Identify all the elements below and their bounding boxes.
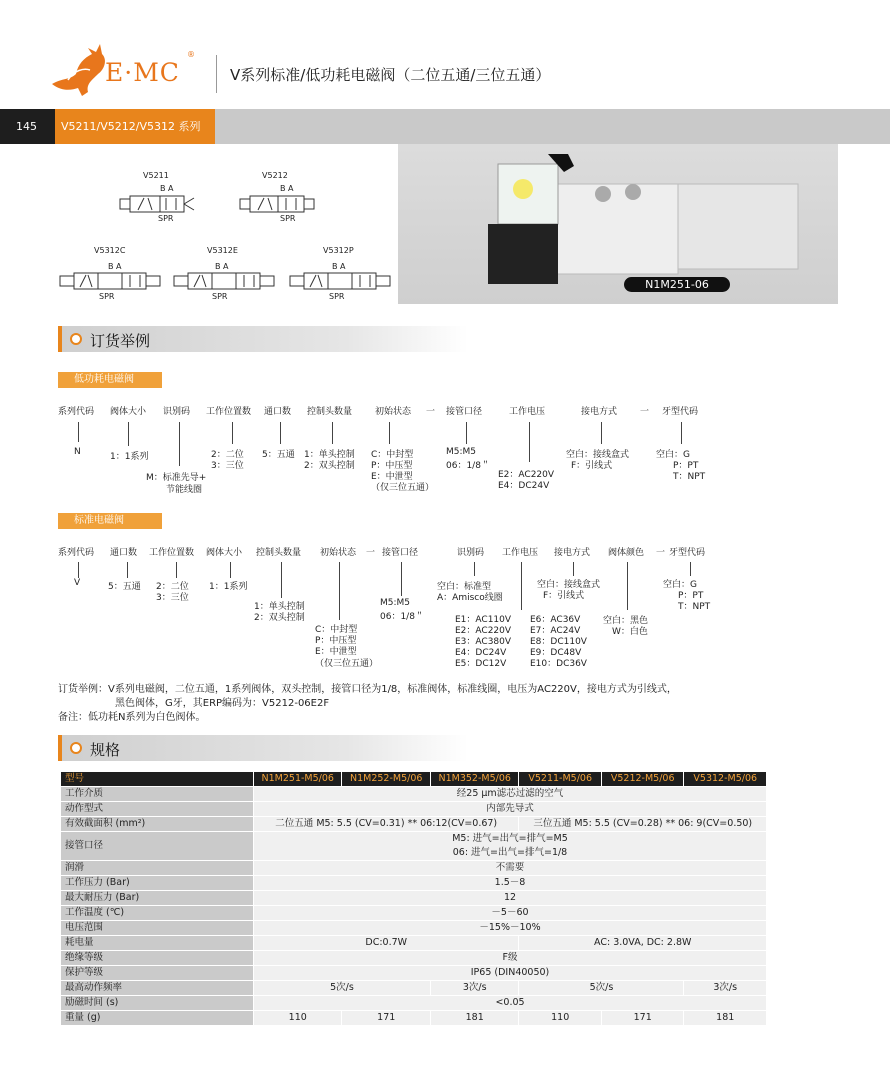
order-example-text: 黑色阀体，G牙，其ERP编码为：V5212-06E2F xyxy=(115,698,330,709)
row-label: 工作温度 (℃) xyxy=(61,906,254,921)
col-separator: 一 xyxy=(366,548,376,558)
row-value: 5次/s xyxy=(519,981,684,996)
col-header: 控制头数量 xyxy=(307,407,353,417)
leader-line xyxy=(127,562,128,578)
col-header: 识别码 xyxy=(457,548,485,558)
thread-option: T：NPT xyxy=(678,602,711,612)
row-value: 三位五通 M5: 5.5 (CV=0.28) ** 06: 9(CV=0.50) xyxy=(519,817,767,832)
conn-option: 空白：接线盒式 xyxy=(537,580,601,590)
volt-option: E9：DC48V xyxy=(530,648,582,658)
table-row xyxy=(61,906,767,921)
row-value: 5次/s xyxy=(254,981,431,996)
table-row xyxy=(61,817,767,832)
leader-line xyxy=(128,422,129,446)
row-label: 工作介质 xyxy=(61,787,254,802)
leader-line xyxy=(681,422,682,444)
row-value: 经25 μm滤芯过滤的空气 xyxy=(254,787,767,802)
valve-symbol-v5212-icon xyxy=(238,195,318,215)
pipe-line: 06: 进气=出气=排气=1/8 xyxy=(452,847,568,858)
leader-line xyxy=(230,562,231,578)
row-label: 重量 (g) xyxy=(61,1011,254,1026)
col-header: 工作位置数 xyxy=(206,407,252,417)
col-header: 初始状态 xyxy=(375,407,412,417)
col-header: 识别码 xyxy=(163,407,191,417)
page-number: 145 xyxy=(0,109,55,144)
col-header: 通口数 xyxy=(264,407,292,417)
thread-option: P：PT xyxy=(673,461,699,471)
col-header: 工作位置数 xyxy=(149,548,195,558)
leader-line xyxy=(690,562,691,576)
leader-line xyxy=(627,562,628,610)
init-option: （仅三位五通） xyxy=(315,659,379,669)
ports-option: 5：五通 xyxy=(262,450,295,460)
col-header: 接管口径 xyxy=(382,548,419,558)
pos-option: 2：二位 xyxy=(156,582,189,592)
row-value: AC: 3.0VA, DC: 2.8W xyxy=(519,936,767,951)
leader-line xyxy=(78,422,79,442)
table-header-cell: V5312-M5/06 xyxy=(684,772,767,787)
thread-option: 空白：G xyxy=(656,450,690,460)
pipe-option: 06：1/8＂ xyxy=(380,612,424,622)
pos-option: 2：二位 xyxy=(211,450,244,460)
volt-option: E5：DC12V xyxy=(455,659,507,669)
row-value: －5－60 xyxy=(254,906,767,921)
spec-table xyxy=(60,771,767,1026)
table-header-cell: N1M252-M5/06 xyxy=(342,772,430,787)
row-label: 保护等级 xyxy=(61,966,254,981)
row-value: 181 xyxy=(430,1011,518,1026)
registered-mark: ® xyxy=(187,50,195,59)
size-option: 1：1系列 xyxy=(209,582,248,592)
photo-model-label: N1M251-06 xyxy=(624,277,730,292)
col-header: 工作电压 xyxy=(509,407,546,417)
order-note-text: 备注：低功耗N系列为白色阀体。 xyxy=(58,712,206,723)
row-label: 励磁时间 (s) xyxy=(61,996,254,1011)
table-row xyxy=(61,787,767,802)
symbol-label-v5211: V5211 xyxy=(143,171,169,180)
table-row xyxy=(61,1011,767,1026)
col-header: 接电方式 xyxy=(581,407,618,417)
row-label: 耗电量 xyxy=(61,936,254,951)
series-code: V xyxy=(74,578,81,588)
leader-line xyxy=(280,422,281,444)
symbol-label-v5312c: V5312C xyxy=(94,246,126,255)
col-header: 控制头数量 xyxy=(256,548,302,558)
spr-label: SPR xyxy=(158,214,174,223)
ident-option: 空白：标准型 xyxy=(437,582,492,592)
row-value: 110 xyxy=(519,1011,602,1026)
valve-symbol-v5312c-icon xyxy=(58,271,162,293)
color-option: W：白色 xyxy=(612,627,648,637)
volt-option: E7：AC24V xyxy=(530,626,581,636)
pipe-line: M5: 进气=出气=排气=M5 xyxy=(452,833,568,844)
row-label: 电压范围 xyxy=(61,921,254,936)
row-value: 110 xyxy=(254,1011,342,1026)
table-row xyxy=(61,861,767,876)
init-option: P：中压型 xyxy=(315,636,357,646)
init-option: C：中封型 xyxy=(371,450,414,460)
leader-line xyxy=(474,562,475,576)
col-separator: 一 xyxy=(426,407,436,417)
table-header-cell: N1M352-M5/06 xyxy=(430,772,518,787)
table-row xyxy=(61,921,767,936)
ctrl-option: 1：单头控制 xyxy=(254,602,305,612)
page-title: V系列标准/低功耗电磁阀（二位五通/三位五通） xyxy=(230,66,551,84)
series-code: N xyxy=(74,447,81,457)
row-value: 1.5－8 xyxy=(254,876,767,891)
volt-option: E4：DC24V xyxy=(498,481,550,491)
table-header-row xyxy=(61,772,767,787)
size-option: 1：1系列 xyxy=(110,452,149,462)
leader-line xyxy=(466,422,467,444)
conn-option: F：引线式 xyxy=(571,461,613,471)
leader-line xyxy=(521,562,522,610)
row-value: IP65 (DIN40050) xyxy=(254,966,767,981)
tag-low-power: 低功耗电磁阀 xyxy=(58,372,162,388)
port-label: B A xyxy=(280,184,294,193)
volt-option: E4：DC24V xyxy=(455,648,507,658)
row-value: 171 xyxy=(601,1011,684,1026)
product-photo xyxy=(398,144,838,304)
order-example-text: 订货举例：V系列电磁阀，二位五通，1系列阀体，双头控制，接管口径为1/8，标准阀体，标准线圈，电压为AC220V，接电方式为引线式， xyxy=(58,684,677,695)
header-divider xyxy=(216,55,217,93)
leader-line xyxy=(389,422,390,444)
col-header: 工作电压 xyxy=(502,548,539,558)
ports-option: 5：五通 xyxy=(108,582,141,592)
ident-option: 节能线圈 xyxy=(166,485,203,495)
init-option: C：中封型 xyxy=(315,625,358,635)
table-row xyxy=(61,832,767,861)
pos-option: 3：三位 xyxy=(211,461,244,471)
port-label: B A xyxy=(215,262,229,271)
row-label: 最高动作频率 xyxy=(61,981,254,996)
conn-option: 空白：接线盒式 xyxy=(566,450,630,460)
table-header-cell: N1M251-M5/06 xyxy=(254,772,342,787)
init-option: P：中压型 xyxy=(371,461,413,471)
ctrl-option: 1：单头控制 xyxy=(304,450,355,460)
table-header-cell: V5211-M5/06 xyxy=(519,772,602,787)
pipe-option: M5:M5 xyxy=(380,598,411,608)
table-row xyxy=(61,996,767,1011)
row-label: 最大耐压力 (Bar) xyxy=(61,891,254,906)
volt-option: E6：AC36V xyxy=(530,615,581,625)
row-value: 二位五通 M5: 5.5 (CV=0.31) ** 06:12(CV=0.67) xyxy=(254,817,519,832)
valve-symbol-v5312p-icon xyxy=(288,271,392,293)
table-row xyxy=(61,802,767,817)
col-separator: 一 xyxy=(640,407,650,417)
section-title-order: 订货举例 xyxy=(90,332,151,350)
volt-option: E3：AC380V xyxy=(455,637,512,647)
leader-line xyxy=(601,422,602,444)
col-header: 牙型代码 xyxy=(662,407,699,417)
table-row xyxy=(61,951,767,966)
table-row xyxy=(61,891,767,906)
thread-option: P：PT xyxy=(678,591,704,601)
volt-option: E1：AC110V xyxy=(455,615,512,625)
series-label: V5211/V5212/V5312 系列 xyxy=(55,109,215,144)
pipe-option: 06：1/8＂ xyxy=(446,461,490,471)
pipe-option: M5:M5 xyxy=(446,447,477,457)
init-option: E：中泄型 xyxy=(371,472,413,482)
pos-option: 3：三位 xyxy=(156,593,189,603)
valve-photo-icon xyxy=(398,144,838,304)
row-label: 有效截面积 (mm²) xyxy=(61,817,254,832)
port-label: B A xyxy=(332,262,346,271)
volt-option: E2：AC220V xyxy=(498,470,555,480)
col-header: 接电方式 xyxy=(554,548,591,558)
leader-line xyxy=(339,562,340,620)
port-label: B A xyxy=(160,184,174,193)
col-header: 系列代码 xyxy=(58,407,95,417)
volt-option: E2：AC220V xyxy=(455,626,512,636)
col-header: 阀体大小 xyxy=(110,407,147,417)
section-bullet-icon xyxy=(70,742,82,754)
section-title-spec: 规格 xyxy=(90,741,121,759)
leader-line xyxy=(573,562,574,576)
init-option: E：中泄型 xyxy=(315,647,357,657)
row-label: 润滑 xyxy=(61,861,254,876)
tag-standard: 标准电磁阀 xyxy=(58,513,162,529)
symbol-label-v5312e: V5312E xyxy=(207,246,238,255)
row-value: <0.05 xyxy=(254,996,767,1011)
col-header: 初始状态 xyxy=(320,548,357,558)
ctrl-option: 2：双头控制 xyxy=(254,613,305,623)
row-label: 绝缘等级 xyxy=(61,951,254,966)
table-row xyxy=(61,966,767,981)
col-header: 系列代码 xyxy=(58,548,95,558)
table-header-cell: 型号 xyxy=(61,772,254,787)
ident-option: A：Amisco线圈 xyxy=(437,593,503,603)
color-option: 空白：黑色 xyxy=(603,616,649,626)
col-header: 接管口径 xyxy=(446,407,483,417)
row-value: DC:0.7W xyxy=(254,936,519,951)
table-row xyxy=(61,936,767,951)
leader-line xyxy=(78,562,79,578)
col-separator: 一 xyxy=(656,548,666,558)
thread-option: 空白：G xyxy=(663,580,697,590)
col-header: 牙型代码 xyxy=(669,548,706,558)
row-value: 171 xyxy=(342,1011,430,1026)
col-header: 通口数 xyxy=(110,548,138,558)
spr-label: SPR xyxy=(280,214,296,223)
row-label: 接管口径 xyxy=(61,832,254,861)
spr-label: SPR xyxy=(99,292,115,301)
col-header: 阀体颜色 xyxy=(608,548,645,558)
table-row xyxy=(61,876,767,891)
leader-line xyxy=(176,562,177,578)
port-label: B A xyxy=(108,262,122,271)
row-value: －15%－10% xyxy=(254,921,767,936)
row-value: 3次/s xyxy=(430,981,518,996)
row-value xyxy=(254,832,767,861)
leader-line xyxy=(332,422,333,444)
table-row xyxy=(61,981,767,996)
col-header: 阀体大小 xyxy=(206,548,243,558)
leader-line xyxy=(281,562,282,598)
volt-option: E10：DC36V xyxy=(530,659,587,669)
leader-line xyxy=(529,422,530,462)
ident-option: M：标准先导+ xyxy=(146,473,207,483)
table-header-cell: V5212-M5/06 xyxy=(601,772,684,787)
brand-name: E·MC xyxy=(105,58,180,87)
volt-option: E8：DC110V xyxy=(530,637,587,647)
symbol-label-v5212: V5212 xyxy=(262,171,288,180)
ctrl-option: 2：双头控制 xyxy=(304,461,355,471)
spr-label: SPR xyxy=(329,292,345,301)
row-value: 12 xyxy=(254,891,767,906)
conn-option: F：引线式 xyxy=(543,591,585,601)
row-value: F级 xyxy=(254,951,767,966)
row-value: 不需要 xyxy=(254,861,767,876)
leader-line xyxy=(232,422,233,444)
init-option: （仅三位五通） xyxy=(371,483,435,493)
row-value: 内部先导式 xyxy=(254,802,767,817)
leader-line xyxy=(179,422,180,466)
row-label: 动作型式 xyxy=(61,802,254,817)
valve-symbol-v5211-icon xyxy=(118,195,198,215)
row-value: 3次/s xyxy=(684,981,767,996)
section-bullet-icon xyxy=(70,333,82,345)
spr-label: SPR xyxy=(212,292,228,301)
row-label: 工作压力 (Bar) xyxy=(61,876,254,891)
valve-symbol-v5312e-icon xyxy=(172,271,276,293)
symbol-label-v5312p: V5312P xyxy=(323,246,354,255)
row-value: 181 xyxy=(684,1011,767,1026)
thread-option: T：NPT xyxy=(673,472,706,482)
leader-line xyxy=(401,562,402,596)
